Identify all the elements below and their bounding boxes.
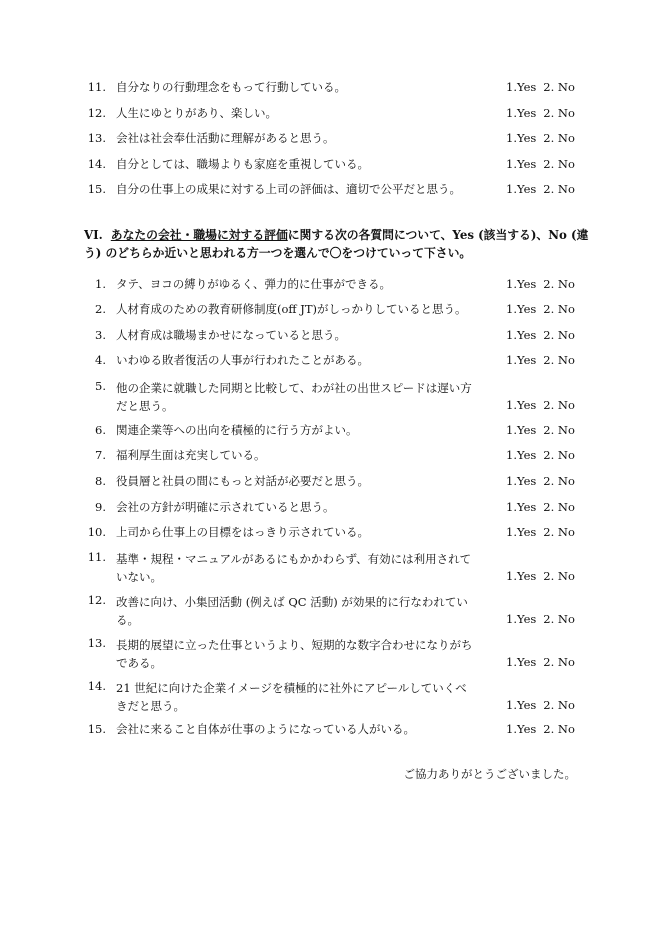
question-number: 15. <box>87 722 106 736</box>
section-number: VI. <box>84 228 103 242</box>
answer-options <box>506 500 575 515</box>
question-number: 14. <box>87 679 106 693</box>
question-text: 上司から仕事上の目標をはっきり示されている。 <box>116 525 369 539</box>
answer-no[interactable]: 2. No <box>543 277 575 291</box>
section-heading-text: に関する次の各質問について、Yes (該当する)、No (違う) のどちらか近いと思われる方一つを選んで〇をつけていって下さい。 <box>84 228 589 260</box>
answer-yes[interactable]: 1.Yes <box>506 612 537 626</box>
answer-options <box>506 698 575 713</box>
question-text: 人材育成のための教育研修制度(off JT)がしっかりしていると思う。 <box>116 302 467 316</box>
question-text: 会社の方針が明確に示されていると思う。 <box>116 500 335 514</box>
answer-options <box>506 525 575 540</box>
answer-yes[interactable]: 1.Yes <box>506 500 537 514</box>
answer-no[interactable]: 2. No <box>543 722 575 736</box>
question-number: 6. <box>95 423 106 437</box>
answer-yes[interactable]: 1.Yes <box>506 328 537 342</box>
answer-yes[interactable]: 1.Yes <box>506 302 537 316</box>
question-text: 長期的展望に立った仕事というより、短期的な数字合わせになりがち である。 <box>116 638 473 670</box>
question-number: 10. <box>87 525 106 539</box>
answer-yes[interactable]: 1.Yes <box>506 722 537 736</box>
answer-options <box>506 353 575 368</box>
question-text: 21 世紀に向けた企業イメージを積極的に社外にアピールしていくべ きだと思う。 <box>116 681 467 713</box>
answer-no[interactable]: 2. No <box>543 302 575 316</box>
question-text: 人生にゆとりがあり、楽しい。 <box>116 106 277 120</box>
answer-no[interactable]: 2. No <box>543 398 575 412</box>
answer-yes[interactable]: 1.Yes <box>506 698 537 712</box>
question-text: いわゆる敗者復活の人事が行われたことがある。 <box>116 353 369 367</box>
answer-no[interactable]: 2. No <box>543 80 575 94</box>
answer-options <box>506 131 575 146</box>
answer-yes[interactable]: 1.Yes <box>506 569 537 583</box>
question-number: 15. <box>87 182 106 196</box>
answer-no[interactable]: 2. No <box>543 474 575 488</box>
question-text: 自分なりの行動理念をもって行動している。 <box>116 80 346 94</box>
answer-options <box>506 722 575 737</box>
answer-yes[interactable]: 1.Yes <box>506 157 537 171</box>
question-number: 13. <box>87 131 106 145</box>
question-text: 関連企業等への出向を積極的に行う方がよい。 <box>116 423 358 437</box>
answer-no[interactable]: 2. No <box>543 353 575 367</box>
answer-options <box>506 157 575 172</box>
answer-no[interactable]: 2. No <box>543 131 575 145</box>
answer-no[interactable]: 2. No <box>543 525 575 539</box>
question-number: 1. <box>95 277 106 291</box>
question-number: 12. <box>87 593 106 607</box>
question-number: 3. <box>95 328 106 342</box>
answer-no[interactable]: 2. No <box>543 500 575 514</box>
answer-yes[interactable]: 1.Yes <box>506 655 537 669</box>
answer-no[interactable]: 2. No <box>543 182 575 196</box>
answer-no[interactable]: 2. No <box>543 106 575 120</box>
answer-options <box>506 423 575 438</box>
answer-yes[interactable]: 1.Yes <box>506 277 537 291</box>
question-number: 7. <box>95 448 106 462</box>
question-text: 福利厚生面は充実している。 <box>116 448 266 462</box>
answer-no[interactable]: 2. No <box>543 569 575 583</box>
question-number: 13. <box>87 636 106 650</box>
answer-yes[interactable]: 1.Yes <box>506 131 537 145</box>
section-heading-underlined: あなたの会社・職場に対する評価 <box>110 228 288 242</box>
answer-no[interactable]: 2. No <box>543 655 575 669</box>
answer-options <box>506 474 575 489</box>
answer-yes[interactable]: 1.Yes <box>506 353 537 367</box>
question-text: 基準・規程・マニュアルがあるにもかかわらず、有効には利用されて いない。 <box>116 552 472 584</box>
question-number: 4. <box>95 353 106 367</box>
answer-no[interactable]: 2. No <box>543 423 575 437</box>
answer-options <box>506 569 575 584</box>
answer-options <box>506 655 575 670</box>
question-text: 自分としては、職場よりも家庭を重視している。 <box>116 157 369 171</box>
question-text: 改善に向け、小集団活動 (例えば QC 活動) が効果的に行なわれてい る。 <box>116 595 468 627</box>
answer-yes[interactable]: 1.Yes <box>506 448 537 462</box>
answer-no[interactable]: 2. No <box>543 448 575 462</box>
answer-yes[interactable]: 1.Yes <box>506 80 537 94</box>
question-text: 他の企業に就職した同期と比較して、わが社の出世スピードは遅い方 だと思う。 <box>116 381 472 413</box>
question-number: 11. <box>87 550 106 564</box>
answer-yes[interactable]: 1.Yes <box>506 182 537 196</box>
question-number: 8. <box>95 474 106 488</box>
answer-options <box>506 277 575 292</box>
answer-yes[interactable]: 1.Yes <box>506 423 537 437</box>
question-number: 12. <box>87 106 106 120</box>
question-text: 会社は社会奉仕活動に理解があると思う。 <box>116 131 335 145</box>
answer-options <box>506 612 575 627</box>
answer-no[interactable]: 2. No <box>543 612 575 626</box>
question-text: 役員層と社員の間にもっと対話が必要だと思う。 <box>116 474 369 488</box>
answer-options <box>506 182 575 197</box>
question-text: 人材育成は職場まかせになっていると思う。 <box>116 328 346 342</box>
section-heading <box>84 226 594 262</box>
answer-yes[interactable]: 1.Yes <box>506 474 537 488</box>
answer-options <box>506 106 575 121</box>
answer-options <box>506 80 575 95</box>
question-text: 自分の仕事上の成果に対する上司の評価は、適切で公平だと思う。 <box>116 182 461 196</box>
answer-options <box>506 328 575 343</box>
answer-options <box>506 448 575 463</box>
question-number: 14. <box>87 157 106 171</box>
question-number: 9. <box>95 500 106 514</box>
answer-options <box>506 398 575 413</box>
question-number: 11. <box>87 80 106 94</box>
question-number: 5. <box>95 379 106 393</box>
question-text: タテ、ヨコの縛りがゆるく、弾力的に仕事ができる。 <box>116 277 391 291</box>
answer-yes[interactable]: 1.Yes <box>506 525 537 539</box>
answer-options <box>506 302 575 317</box>
answer-yes[interactable]: 1.Yes <box>506 398 537 412</box>
answer-yes[interactable]: 1.Yes <box>506 106 537 120</box>
answer-no[interactable]: 2. No <box>543 698 575 712</box>
closing-message: ご協力ありがとうございました。 <box>403 767 576 781</box>
question-text: 会社に来ること自体が仕事のようになっている人がいる。 <box>116 722 415 736</box>
answer-no[interactable]: 2. No <box>543 157 575 171</box>
answer-no[interactable]: 2. No <box>543 328 575 342</box>
question-number: 2. <box>95 302 106 316</box>
